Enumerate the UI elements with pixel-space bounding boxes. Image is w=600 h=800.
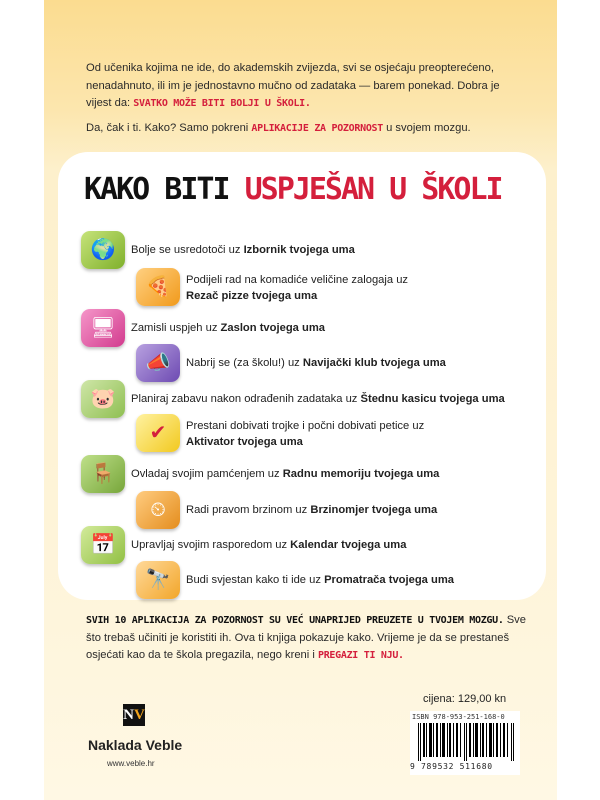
app-row-promatrac: 🔭 Budi svjestan kako ti ide uz Promatrača tvojega uma (136, 561, 454, 599)
globe-cursor-icon: 🌍 (81, 231, 125, 269)
app-row-zaslon: 🖥 Zamisli uspjeh uz Zaslon tvojega uma (81, 309, 325, 347)
barcode-bars (418, 723, 514, 761)
highlight-anyone-better: SVATKO MOŽE BITI BOLJI U ŠKOLI. (133, 98, 311, 110)
app-row-aktivator: ✔ Prestani dobivati trojke i počni dobivati petice uz Aktivator tvojega uma (136, 418, 424, 452)
app-row-navijacki-klub: 📣 Nabrij se (za školu!) uz Navijački klub tvojega uma (136, 344, 446, 382)
binoculars-icon: 🔭 (136, 561, 180, 599)
app-row-radna-memorija: 🪑 Ovladaj svojim pamćenjem uz Radnu memoriju tvojega uma (81, 455, 439, 493)
speedometer-icon: ⏲ (136, 491, 180, 529)
piggy-bank-icon: 🐷 (81, 380, 125, 418)
app-row-stedna-kasica: 🐷 Planiraj zabavu nakon odrađenih zadataka uz Štednu kasicu tvojega uma (81, 380, 505, 418)
highlight-preloaded-apps: SVIH 10 APLIKACIJA ZA POZORNOST SU VEĆ UNAPRIJED PREUZETE U TVOJEM MOZGU. (86, 615, 504, 626)
highlight-attention-apps: APLIKACIJE ZA POZORNOST (251, 122, 383, 134)
publisher-name: Naklada Veble (88, 737, 183, 753)
outro-text: SVIH 10 APLIKACIJA ZA POZORNOST SU VEĆ UNAPRIJED PREUZETE U TVOJEM MOZGU. Sve što trebaš učiniti je koristiti ih. Ova ti knjiga pokazuje kako. Vrijeme je da se prestaneš osjećati kao da te škola pregazila, nego kreni i PREGAZI TI NJU. (86, 614, 526, 662)
megaphone-icon: 📣 (136, 344, 180, 382)
desk-icon: 🪑 (81, 455, 125, 493)
price-label: cijena: 129,00 kn (423, 693, 507, 705)
app-row-izbornik: 🌍 Bolje se usredotoči uz Izbornik tvojega uma (81, 231, 355, 269)
app-row-brzinomjer: ⏲ Radi pravom brzinom uz Brzinomjer tvojega uma (136, 491, 437, 529)
intro-text (86, 60, 526, 144)
app-row-kalendar: 📅 Upravljaj svojim rasporedom uz Kalendar tvojega uma (81, 526, 406, 564)
page-title: KAKO BITI USPJEŠAN U ŠKOLI (84, 172, 502, 207)
isbn-text: ISBN 978-953-251-168-0 (412, 713, 505, 721)
highlight-run-it-over: PREGAZI TI NJU. (317, 650, 404, 662)
intro-paragraph-2: Da, čak i ti. Kako? Samo pokreni APLIKACIJE ZA POZORNOST u svojem mozgu. (86, 121, 471, 134)
intro-paragraph-1: Od učenika kojima ne ide, do akademskih zvijezda, svi se osjećaju preopterećeno, nenadahnuto, ili im je jednostavno mučno od zadataka — barem ponekad. Dobra je vijest da: SVATKO MOŽE BITI BOLJI U ŠKOLI. (86, 62, 500, 110)
app-row-rezac-pizze: 🍕 Podijeli rad na komadiće veličine zalogaja uz Rezač pizze tvojega uma (136, 272, 408, 306)
publisher-logo: N V (123, 704, 145, 726)
screen-icon: 🖥 (81, 309, 125, 347)
barcode-number: 9 789532 511680 (410, 762, 493, 771)
pizza-cutter-icon: 🍕 (136, 268, 180, 306)
checkmark-icon: ✔ (136, 414, 180, 452)
publisher-url: www.veble.hr (107, 759, 155, 768)
barcode (410, 711, 520, 775)
calendar-icon: 📅 (81, 526, 125, 564)
